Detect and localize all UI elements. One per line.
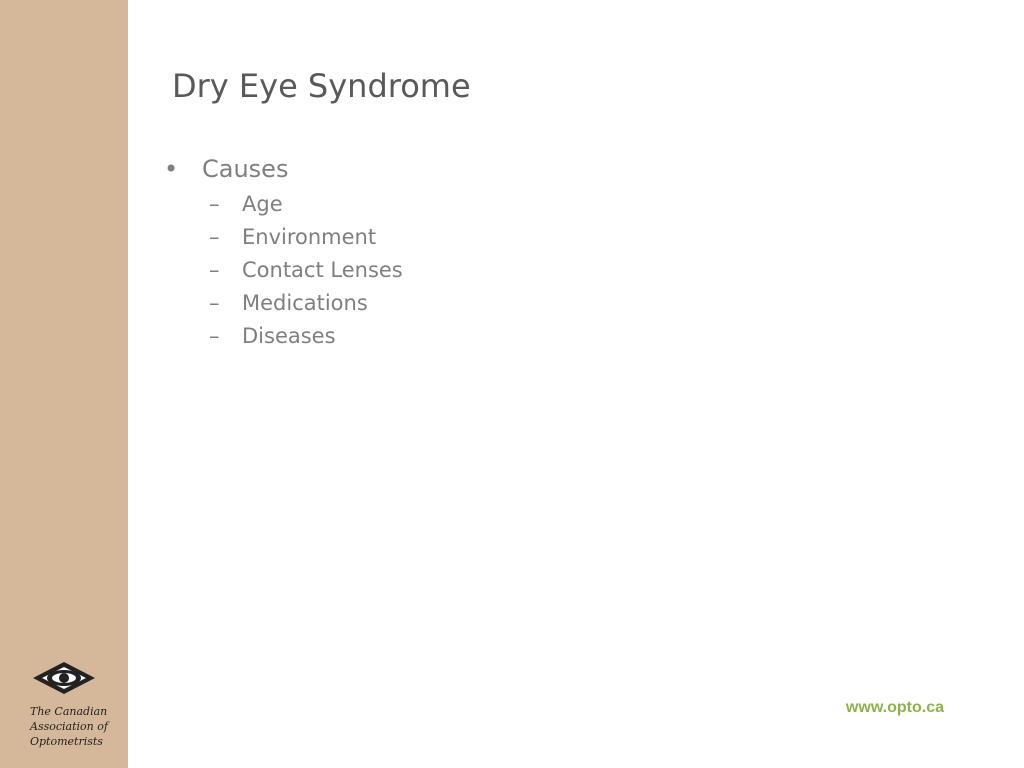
- sub-bullet-text: Medications: [242, 291, 368, 315]
- logo-wordmark: [30, 704, 110, 749]
- sub-bullet-marker: –: [209, 291, 220, 315]
- organization-logo: [30, 660, 110, 749]
- logo-line: The Canadian: [30, 705, 108, 718]
- left-sidebar-band: [0, 0, 128, 768]
- slide-title: Dry Eye Syndrome: [172, 67, 471, 105]
- sub-bullet-item-environment: [160, 221, 860, 254]
- sub-bullet-marker: –: [209, 192, 220, 216]
- sub-bullet-item-age: [160, 188, 860, 221]
- sub-bullet-marker: –: [209, 324, 220, 348]
- eye-diamond-icon: [31, 660, 97, 696]
- website-link[interactable]: www.opto.ca: [845, 699, 944, 716]
- bullet-list: [160, 152, 860, 353]
- sub-bullet-marker: –: [209, 225, 220, 249]
- sub-bullet-item-medications: [160, 287, 860, 320]
- sub-bullet-text: Environment: [242, 225, 377, 249]
- sub-bullet-list: [160, 188, 860, 353]
- logo-line: Association of: [30, 720, 108, 733]
- sub-bullet-text: Contact Lenses: [242, 258, 403, 282]
- bullet-text: Causes: [202, 155, 289, 183]
- sub-bullet-text: Age: [242, 192, 283, 216]
- bullet-item-causes: [160, 152, 860, 186]
- bullet-marker: •: [164, 155, 179, 183]
- sub-bullet-item-contact-lenses: [160, 254, 860, 287]
- sub-bullet-item-diseases: [160, 320, 860, 353]
- sub-bullet-marker: –: [209, 258, 220, 282]
- sub-bullet-text: Diseases: [242, 324, 336, 348]
- logo-line: Optometrists: [30, 735, 103, 748]
